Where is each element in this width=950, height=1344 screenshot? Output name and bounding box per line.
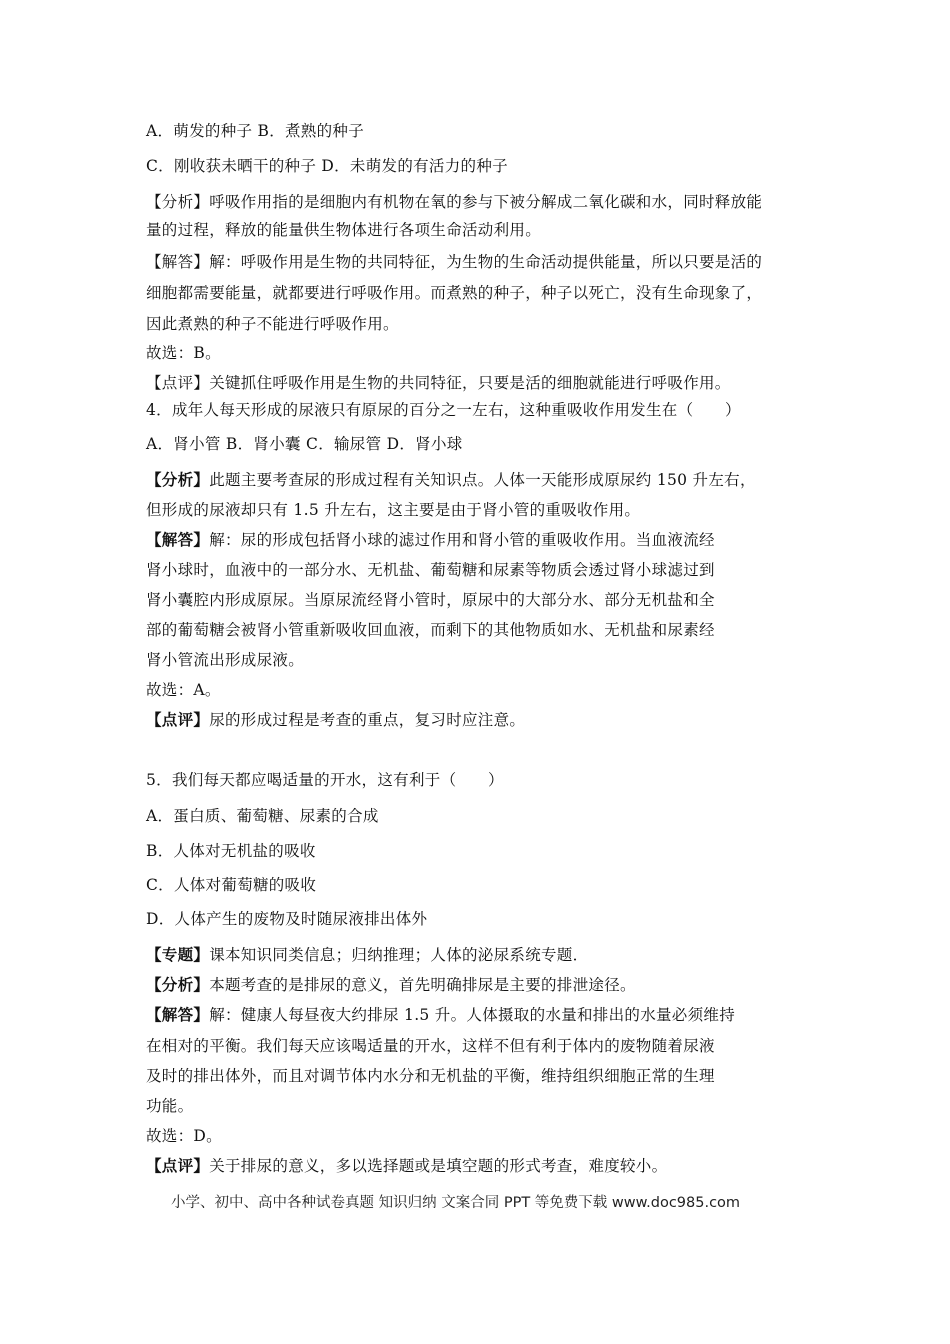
q5-answer-text-4: 功能。: [146, 1097, 194, 1115]
q5-analysis-line: [146, 973, 636, 995]
q5-analysis-text: 本题考查的是排尿的意义，首先明确排尿是主要的排泄途径。: [209, 976, 636, 994]
q4-options: A．肾小管 B．肾小囊 C．输尿管 D．肾小球: [146, 435, 463, 453]
q4-analysis-text-1: 此题主要考查尿的形成过程有关知识点。人体一天能形成原尿约 150 升左右，: [209, 471, 756, 489]
page-footer: 小学、初中、高中各种试卷真题 知识归纳 文案合同 PPT 等免费下载 www.doc985.com: [171, 1195, 741, 1211]
q3-analysis-tag: 【分析】: [146, 193, 210, 211]
q5-analysis-tag: 【分析】: [146, 976, 210, 994]
q3-analysis-line: [146, 190, 762, 212]
q3-options-line2: C．刚收获未晒干的种子 D．未萌发的有活力的种子: [146, 157, 508, 175]
q4-analysis-line: [146, 468, 756, 490]
q4-analysis-text-2: 但形成的尿液却只有 1.5 升左右，这主要是由于肾小管的重吸收作用。: [146, 501, 641, 519]
q5-comment-line: [146, 1154, 667, 1176]
q3-choice: 故选：B。: [146, 344, 221, 362]
q5-stem: 5．我们每天都应喝适量的开水，这有利于（ ）: [146, 771, 504, 789]
q4-answer-text-5: 肾小管流出形成尿液。: [146, 651, 305, 669]
q5-option-d: D．人体产生的废物及时随尿液排出体外: [146, 910, 428, 928]
q5-answer-text-2: 在相对的平衡。我们每天应该喝适量的开水，这样不但有利于体内的废物随着尿液: [146, 1037, 715, 1055]
q5-option-a: A．蛋白质、葡萄糖、尿素的合成: [146, 807, 379, 825]
q3-comment-line: [146, 371, 731, 393]
q5-topic-text: 课本知识同类信息；归纳推理；人体的泌尿系统专题．: [209, 946, 589, 964]
q3-options-line1: A．萌发的种子 B．煮熟的种子: [146, 122, 365, 140]
q4-comment-tag: 【点评】: [146, 711, 210, 729]
q5-answer-text-1: 解：健康人每昼夜大约排尿 1.5 升。人体摄取的水量和排出的水量必须维持: [209, 1006, 736, 1024]
q4-answer-text-3: 肾小囊腔内形成原尿。当原尿流经肾小管时，原尿中的大部分水、部分无机盐和全: [146, 591, 715, 609]
q5-answer-line: [146, 1003, 735, 1025]
q4-answer-text-4: 部的葡萄糖会被肾小管重新吸收回血液，而剩下的其他物质如水、无机盐和尿素经: [146, 621, 715, 639]
q5-comment-text: 关于排尿的意义，多以选择题或是填空题的形式考查，难度较小。: [209, 1157, 668, 1175]
q3-answer-text-2: 细胞都需要能量，就都要进行呼吸作用。而煮熟的种子，种子以死亡，没有生命现象了，: [146, 284, 763, 302]
q3-analysis-text-1: 呼吸作用指的是细胞内有机物在氧的参与下被分解成二氧化碳和水，同时释放能: [209, 193, 763, 211]
q5-option-b: B．人体对无机盐的吸收: [146, 842, 316, 860]
q4-stem: 4．成年人每天形成的尿液只有原尿的百分之一左右，这种重吸收作用发生在（ ）: [146, 401, 741, 419]
q5-topic-tag: 【专题】: [146, 946, 210, 964]
q3-analysis-text-2: 量的过程，释放的能量供生物体进行各项生命活动利用。: [146, 221, 542, 239]
q4-choice: 故选：A。: [146, 681, 221, 699]
q4-analysis-tag: 【分析】: [146, 471, 210, 489]
q4-answer-text-1: 解：尿的形成包括肾小球的滤过作用和肾小管的重吸收作用。当血液流经: [209, 531, 715, 549]
q5-option-c: C．人体对葡萄糖的吸收: [146, 876, 317, 894]
q3-answer-text-3: 因此煮熟的种子不能进行呼吸作用。: [146, 315, 399, 333]
q5-answer-tag: 【解答】: [146, 1006, 210, 1024]
q4-answer-line: [146, 528, 715, 550]
q5-comment-tag: 【点评】: [146, 1157, 210, 1175]
q4-comment-text: 尿的形成过程是考查的重点，复习时应注意。: [209, 711, 526, 729]
q4-answer-tag: 【解答】: [146, 531, 210, 549]
q3-answer-tag: 【解答】: [146, 253, 210, 271]
q5-choice: 故选：D。: [146, 1127, 222, 1145]
q5-topic-line: [146, 943, 588, 965]
q3-answer-text-1: 解：呼吸作用是生物的共同特征，为生物的生命活动提供能量，所以只要是活的: [209, 253, 763, 271]
q5-answer-text-3: 及时的排出体外，而且对调节体内水分和无机盐的平衡，维持组织细胞正常的生理: [146, 1067, 715, 1085]
q3-comment-text: 关键抓住呼吸作用是生物的共同特征，只要是活的细胞就能进行呼吸作用。: [209, 374, 731, 392]
q3-comment-tag: 【点评】: [146, 374, 210, 392]
q4-answer-text-2: 肾小球时，血液中的一部分水、无机盐、葡萄糖和尿素等物质会透过肾小球滤过到: [146, 561, 715, 579]
q4-comment-line: [146, 708, 525, 730]
q3-answer-line: [146, 250, 762, 272]
